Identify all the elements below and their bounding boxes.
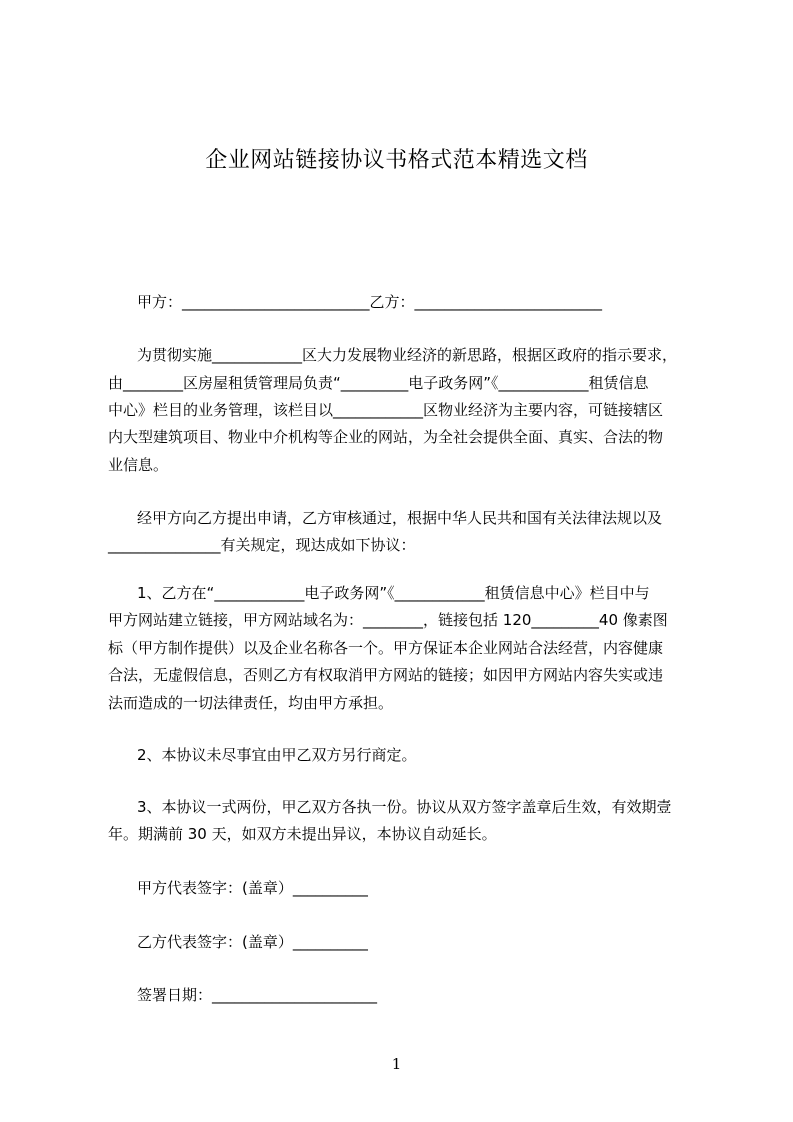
clause1-line-4: 合法，无虚假信息，否则乙方有权取消甲方网站的链接；如因甲方网站内容失实或违	[108, 666, 664, 684]
para1-line-5: 业信息。	[108, 456, 169, 474]
parties-line: 甲方：_________________________乙方：_________________________	[137, 293, 603, 311]
signature-party-b: 乙方代表签字：(盖章）__________	[137, 933, 368, 951]
clause3-line-1: 3、本协议一式两份，甲乙双方各执一份。协议从双方签字盖章后生效，有效期壹	[137, 798, 672, 816]
clause1-line-3: 标（甲方制作提供）以及企业名称各一个。甲方保证本企业网站合法经营，内容健康	[108, 639, 664, 657]
signature-party-a: 甲方代表签字：(盖章）__________	[137, 879, 368, 897]
para1-line-4: 内大型建筑项目、物业中介机构等企业的网站，为全社会提供全面、真实、合法的物	[108, 428, 664, 446]
clause1-line-2: 甲方网站建立链接，甲方网站域名为：________，链接包括 120_________40 像素图	[108, 611, 668, 629]
para1-line-2: 由________区房屋租赁管理局负责“_________电子政务网”《____________租赁信息	[108, 374, 649, 392]
para1-line-1: 为贯彻实施____________区大力发展物业经济的新思路，根据区政府的指示要求，	[137, 346, 678, 364]
para2-line-1: 经甲方向乙方提出申请，乙方审核通过，根据中华人民共和国有关法律法规以及	[137, 509, 663, 527]
clause1-line-5: 法而造成的一切法律责任，均由甲方承担。	[108, 694, 394, 712]
para1-line-3: 中心》栏目的业务管理，该栏目以____________区物业经济为主要内容，可链接辖区	[108, 401, 664, 419]
document-title: 企业网站链接协议书格式范本精选文档	[205, 148, 588, 173]
clause2-line: 2、本协议未尽事宜由甲乙双方另行商定。	[137, 746, 417, 764]
clause3-line-2: 年。期满前 30 天，如双方未提出异议，本协议自动延长。	[108, 825, 497, 843]
page-number: 1	[391, 1055, 402, 1073]
signing-date: 签署日期：______________________	[137, 986, 378, 1004]
para2-line-2: _______________有关规定，现达成如下协议：	[108, 536, 416, 554]
clause1-line-1: 1、乙方在“____________电子政务网”《____________租赁信息中心》栏目中与	[137, 584, 650, 602]
